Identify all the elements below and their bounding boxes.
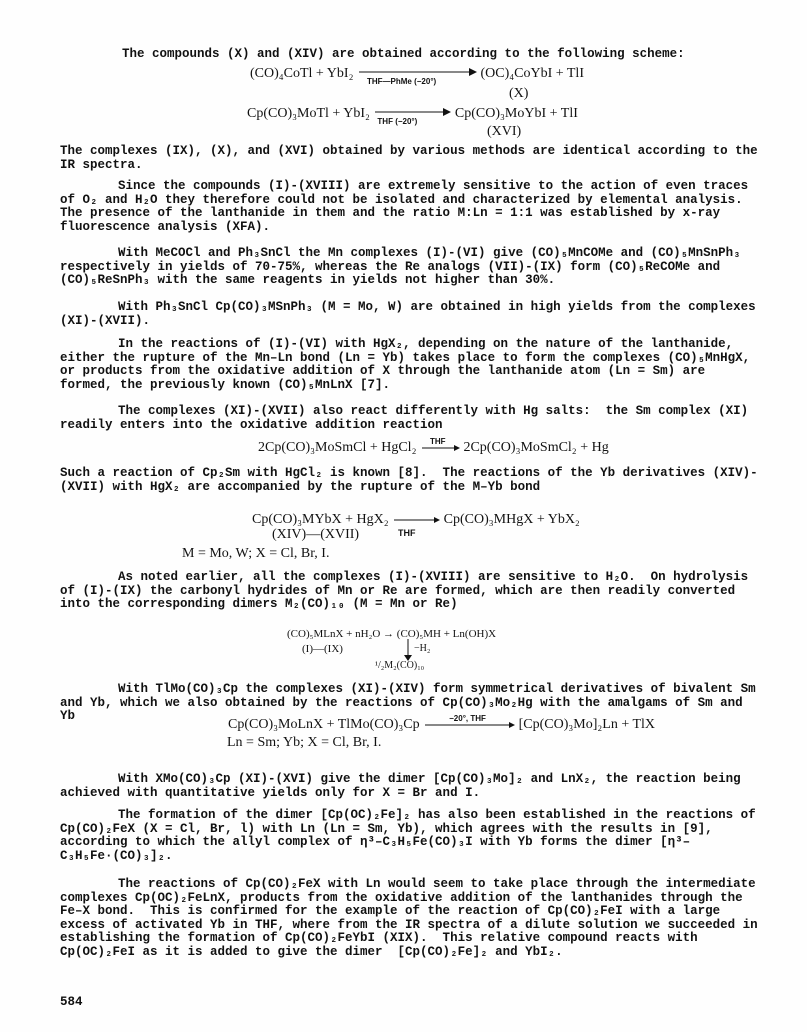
hg-salts-paragraph: The complexes (XI)-(XVII) also react differently with Hg salts: the Sm complex (XI) readily enters into the oxidative addition reaction xyxy=(60,404,756,432)
eq6-note: Ln = Sm; Yb; X = Cl, Br, I. xyxy=(227,735,382,750)
eq1-condition: THF—PhMe (−20°) xyxy=(366,77,437,86)
tlmo-paragraph: With TlMo(CO)₃Cp the complexes (XI)-(XIV) form symmetrical derivatives of bivalent Sm and Yb, which we also obtained by the reactions of Cp(CO)₃Mo₂Hg with the amalgams of Sm and Yb xyxy=(60,682,764,724)
eq2-condition: THF (−20°) xyxy=(377,117,418,126)
eq4-condition: THF xyxy=(398,528,416,538)
eq2-arrow xyxy=(373,106,451,126)
intro-paragraph: The compounds (X) and (XIV) are obtained according to the following scheme: xyxy=(122,47,685,61)
eq3-condition: THF xyxy=(429,437,446,446)
eq2-label: (XVI) xyxy=(487,124,522,139)
hydrolysis-paragraph: As noted earlier, all the complexes (I)-(XVIII) are sensitive to H₂O. On hydrolysis of (I)-(IX) the carbonyl hydrides of Mn or Re are formed, which are then readily converted into the corresponding dimers M₂(CO)₁₀ (M = Mn or Re) xyxy=(60,570,756,612)
eq3-arrow xyxy=(420,437,460,456)
eq2-reactants: Cp(CO)₃MoTl + YbI₂ xyxy=(247,106,370,122)
eq3-reactants: 2Cp(CO)₃MoSmCl + HgCl₂ xyxy=(258,440,417,456)
eq6-reactants: Cp(CO)₃MoLnX + TlMo(CO)₃Cp xyxy=(228,717,420,733)
eq1-label: (X) xyxy=(509,86,529,101)
cp2sm-paragraph: Such a reaction of Cp₂Sm with HgCl₂ is known [8]. The reactions of the Yb derivatives (XIV)-(XVII) with HgX₂ are accompanied by the rupture of the M–Yb bond xyxy=(60,466,758,494)
reactions-paragraph: The reactions of Cp(CO)₂FeX with Ln would seem to take place through the intermediate complexes Cp(OC)₂FeLnX, products from the oxidative addition of the lanthanides through the Fe–X bond. This is confirmed for the example of the reaction of Cp(CO)₂FeI with a large excess of activated Yb in THF, where from the IR spectra of a dilute solution we succeeded in establishing the formation of Cp(CO)₂FeYbI (XIX). This relative compound reacts with Cp(OC)₂FeI as it is added to give the dimer [Cp(CO)₂Fe]₂ and YbI₂. xyxy=(60,877,766,959)
sensitivity-paragraph: Since the compounds (I)-(XVIII) are extremely sensitive to the action of even traces of O₂ and H₂O they therefore could not be isolated and characterized by elemental analysis. The presence of the lanthanide in them and the ratio M:Ln = 1:1 was established by x-ray fluorescence analysis (XFA). xyxy=(60,179,756,234)
eq4-note: M = Mo, W; X = Cl, Br, I. xyxy=(182,546,330,561)
eq5-product: ¹/₂M₂(CO)₁₀ xyxy=(375,660,425,671)
eq3-products: 2Cp(CO)₃MoSmCl₂ + Hg xyxy=(463,440,609,456)
eq2-products: Cp(CO)₃MoYbI + TlI xyxy=(454,106,578,122)
equation-2 xyxy=(247,106,578,126)
equation-3 xyxy=(258,437,609,456)
eq6-products: [Cp(CO)₃Mo]₂Ln + TlX xyxy=(518,717,656,733)
eq1-reactants: (CO)₄CoTl + YbI₂ xyxy=(250,66,354,82)
equation-5: (CO)₅MLnX + nH₂O → (CO)₅MH + Ln(OH)X xyxy=(287,628,497,640)
hgx2-paragraph: In the reactions of (I)-(VI) with HgX₂, depending on the nature of the lanthanide, either the rupture of the Mn–Ln bond (Ln = Yb) takes place to form the complexes (CO)₅MnHgX, or products from the oxidative addition of X through the lanthanide atom (Ln = Sm) are formed, the previously known (CO)₅MnLnX [7]. xyxy=(60,337,758,392)
eq5-label: (I)—(IX) xyxy=(302,643,343,655)
page-number: 584 xyxy=(60,995,83,1009)
eq6-arrow xyxy=(423,714,515,733)
equation-4 xyxy=(252,512,580,528)
ph3sncl-paragraph: With Ph₃SnCl Cp(CO)₃MSnPh₃ (M = Mo, W) are obtained in high yields from the complexes (XI)-(XVII). xyxy=(60,300,764,328)
eq4-products: Cp(CO)₃MHgX + YbX₂ xyxy=(443,512,580,528)
dimer-paragraph: The formation of the dimer [Cp(OC)₂Fe]₂ has also been established in the reactions of Cp(CO)₂FeX (X = Cl, Br, l) with Ln (Ln = Sm, Yb), which agrees with the results in [9], according to which the allyl complex of η³–C₃H₅Fe(CO)₃I with Yb forms the dimer [η³–C₃H₅Fe·(CO)₃]₂. xyxy=(60,808,764,863)
mecocl-paragraph: With MeCOCl and Ph₃SnCl the Mn complexes (I)-(VI) give (CO)₅MnCOMe and (CO)₅MnSnPh₃ respectively in yields of 70-75%, whereas the Re analogs (VII)-(IX) form (CO)₅ReCOMe and (CO)₅ReSnPh₃ with the same reagents in yields not higher than 30%. xyxy=(60,246,749,288)
xmo-paragraph: With XMo(CO)₃Cp (XI)-(XVI) give the dimer [Cp(CO)₃Mo]₂ and LnX₂, the reaction being achieved with quantitative yields only for X = Br and I. xyxy=(60,772,749,800)
eq1-products: (OC)₄CoYbI + TlI xyxy=(480,66,584,82)
eq6-condition: −20°, THF xyxy=(449,714,486,723)
equation-1 xyxy=(250,66,584,86)
eq4-reactants: Cp(CO)₃MYbX + HgX₂ xyxy=(252,512,389,528)
eq1-arrow xyxy=(357,66,477,86)
eq5-condition: −H₂ xyxy=(414,643,431,654)
eq4-label: (XIV)—(XVII) xyxy=(272,527,360,542)
equation-6 xyxy=(228,714,656,733)
ir-paragraph: The complexes (IX), (X), and (XVI) obtained by various methods are identical according to the IR spectra. xyxy=(60,144,766,172)
